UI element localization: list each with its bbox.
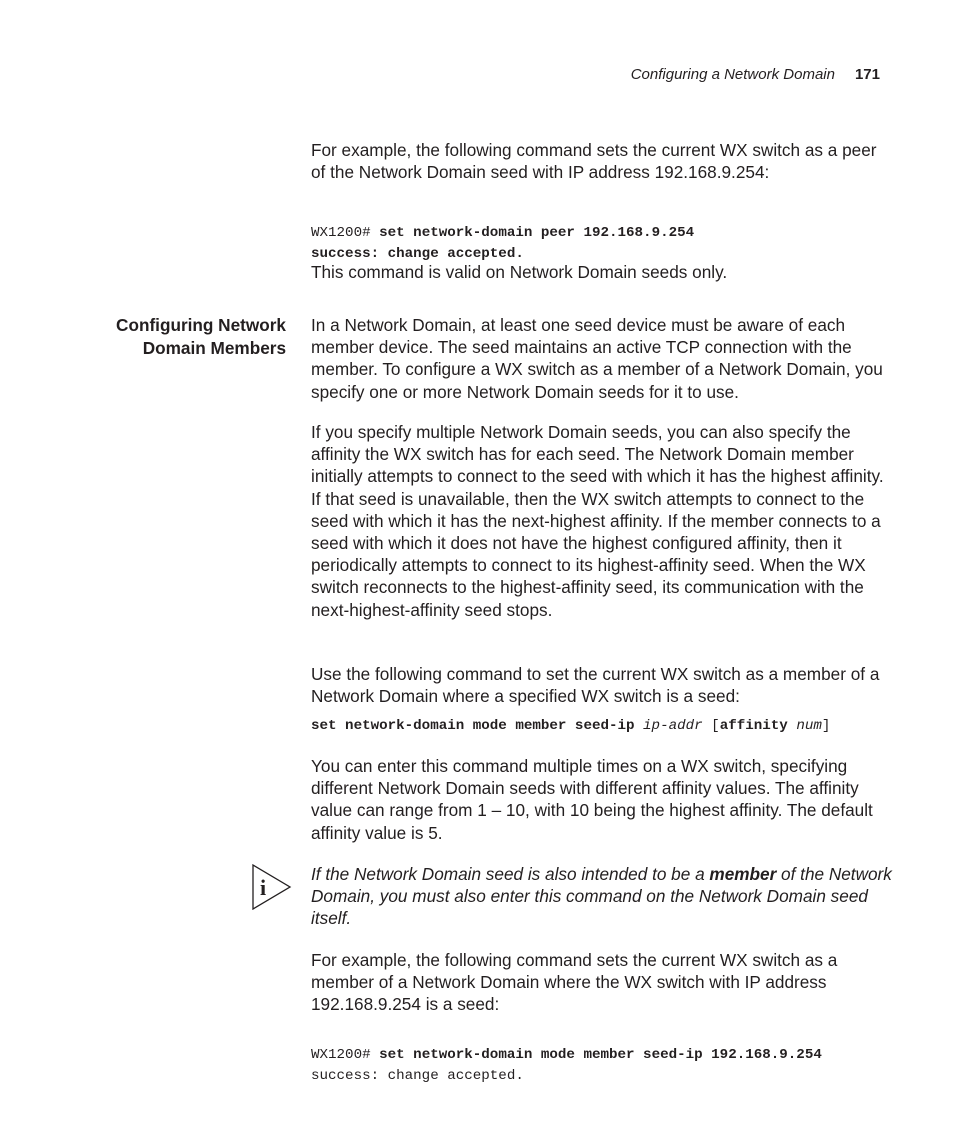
section-paragraph-5: For example, the following command sets the current WX switch as a member of a Network Domain where the WX switch with IP address 192.168.9.254 is a seed:	[311, 950, 838, 1015]
code-response: success: change accepted.	[311, 246, 524, 262]
section-heading-line2: Domain Members	[142, 337, 286, 358]
page-number: 171	[854, 66, 880, 83]
syntax-keyword-affinity: affinity	[719, 718, 788, 734]
info-note-before: If the Network Domain seed is also intended to be a	[311, 864, 710, 884]
syntax-bracket-open: [	[702, 718, 720, 734]
command-syntax	[311, 716, 911, 737]
syntax-bracket-close: ]	[821, 718, 831, 734]
code-prompt: WX1200#	[311, 225, 380, 241]
code-command: set network-domain peer 192.168.9.254	[379, 225, 695, 241]
svg-text:i: i	[260, 875, 267, 900]
section-paragraph-1: In a Network Domain, at least one seed device must be aware of each member device. The seed maintains an active TCP connection with the member. To configure a WX switch as a member of a Network Domain, you specify one or more Network Domain seeds for it to use.	[311, 315, 883, 402]
info-note-bold: member	[709, 864, 777, 884]
header-title: Configuring a Network Domain	[630, 66, 835, 83]
code-example-member	[311, 1024, 911, 1087]
syntax-command: set network-domain mode member seed-ip	[311, 718, 644, 734]
intro-paragraph: For example, the following command sets the current WX switch as a peer of the Network Domain seed with IP address 192.168.9.254:	[311, 140, 877, 183]
syntax-arg-num: num	[796, 718, 822, 734]
info-note	[311, 863, 893, 930]
code-command: set network-domain mode member seed-ip 192.168.9.254	[379, 1047, 822, 1063]
code-response: success: change accepted.	[311, 1068, 524, 1084]
code-example-peer	[311, 202, 911, 265]
seed-only-note: This command is valid on Network Domain seeds only.	[311, 262, 728, 282]
running-header	[560, 66, 880, 83]
info-note-after: of the Network Domain, you must also enter this command on the Network Domain seed itself.	[311, 864, 892, 929]
section-heading-line1: Configuring Network	[116, 315, 286, 335]
syntax-arg-ip: ip-addr	[643, 718, 703, 734]
section-heading	[70, 314, 286, 359]
section-paragraph-2: If you specify multiple Network Domain seeds, you can also specify the affinity the WX switch has for each seed. The Network Domain member initially attempts to connect to the seed with which it has the highest affinity. If that seed is unavailable, then the WX switch attempts to connect to the seed with which it has the next-highest affinity. If the member connects to a seed with which it does not have the highest configured affinity, then it periodically attempts to connect to its highest-affinity seed. When the WX switch reconnects to the highest-affinity seed, its communication with the next-highest-affinity seed stops.	[311, 422, 884, 620]
section-paragraph-3: Use the following command to set the current WX switch as a member of a Network Domain where a specified WX switch is a seed:	[311, 664, 880, 707]
code-prompt: WX1200#	[311, 1047, 380, 1063]
info-icon	[252, 864, 292, 910]
section-paragraph-4: You can enter this command multiple times on a WX switch, specifying different Network Domain seeds with different affinity values. The affinity value can range from 1 – 10, with 10 being the highest affinity. The default affinity value is 5.	[311, 756, 873, 843]
